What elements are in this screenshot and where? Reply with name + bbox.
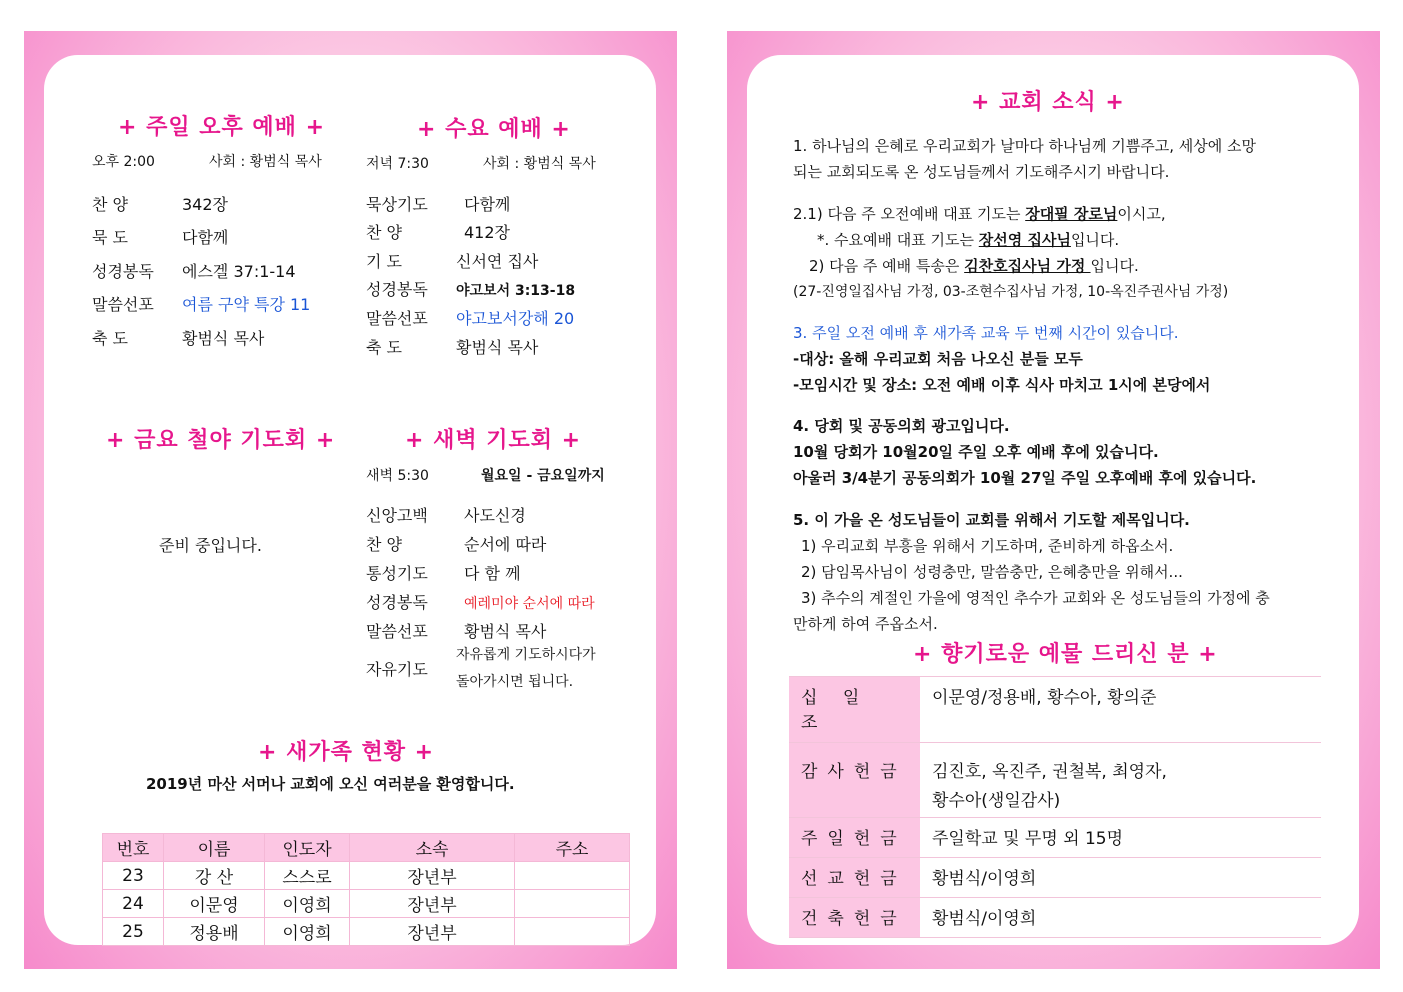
news-item-1: 1. 하나님의 은혜로 우리교회가 날마다 하나님께 기쁨주고, 세상에 소망	[793, 137, 1256, 155]
table-row: 십 일 조 이문영/정용배, 황수아, 황의준	[789, 677, 1321, 743]
dawn-days: 월요일 - 금요일까지	[481, 468, 605, 484]
news-item-5: 2) 담임목사님이 성령충만, 말씀충만, 은혜충만을 위해서...	[801, 563, 1183, 581]
news-item-2: (27-진영일집사님 가정, 03-조현수집사님 가정, 10-옥진주권사님 가정)	[793, 284, 1229, 300]
table-row: 선교헌금 황범식/이영희	[789, 858, 1321, 898]
dawn-row-label: 자유기도	[366, 660, 428, 679]
news-item-5: 만하게 하여 주옵소서.	[793, 615, 938, 633]
new-family-title: + 새가족 현황 +	[258, 740, 435, 765]
news-item-2: 2.1) 다음 주 오전예배 대표 기도는 장대필 장로님이시고,	[793, 205, 1166, 223]
sunday-pm-row: 묵 도 다함께	[92, 228, 229, 247]
news-item-2: *. 수요예배 대표 기도는 장선영 집사님입니다.	[817, 231, 1120, 249]
dawn-title: + 새벽 기도회 +	[405, 428, 582, 453]
table-row: 25 정용배 이영희 장년부	[103, 918, 630, 946]
table-header: 번호	[103, 834, 164, 862]
news-item-5: 5. 이 가을 온 성도님들이 교회를 위해서 기도할 제목입니다.	[793, 511, 1190, 529]
left-page-content	[44, 55, 656, 945]
table-row: 감사헌금 김진호, 옥진주, 권철복, 최영자, 황수아(생일감사)	[789, 743, 1321, 818]
wednesday-row: 묵상기도 다함께	[366, 195, 511, 214]
wednesday-title: + 수요 예배 +	[417, 117, 571, 142]
dawn-time: 새벽 5:30	[366, 468, 429, 484]
sunday-pm-row: 성경봉독 에스겔 37:1-14	[92, 262, 296, 281]
wednesday-leader: 사회 : 황범식 목사	[483, 156, 596, 172]
news-title: + 교회 소식 +	[971, 90, 1125, 115]
news-item-2: 2) 다음 주 예배 특송은 김찬호집사님 가정 입니다.	[809, 257, 1139, 275]
table-header: 인도자	[265, 834, 350, 862]
news-item-3: 3. 주일 오전 예배 후 새가족 교육 두 번째 시간이 있습니다.	[793, 324, 1179, 342]
table-row: 건축헌금 황범식/이영희	[789, 898, 1321, 938]
table-header: 소속	[350, 834, 515, 862]
dawn-row: 성경봉독 예레미야 순서에 따라	[366, 593, 595, 612]
right-page-content	[747, 55, 1359, 945]
table-row: 24 이문영 이영희 장년부	[103, 890, 630, 918]
sunday-pm-row: 축 도 황범식 목사	[92, 329, 265, 348]
dawn-row: 신앙고백 사도신경	[366, 506, 526, 525]
news-item-4: 10월 당회가 10월20일 주일 오후 예배 후에 있습니다.	[793, 443, 1159, 461]
friday-title: + 금요 철야 기도회 +	[106, 428, 336, 453]
new-family-table	[102, 833, 630, 946]
news-item-5: 1) 우리교회 부흥을 위해서 기도하며, 준비하게 하옵소서.	[801, 537, 1174, 555]
table-header: 주소	[515, 834, 630, 862]
dawn-row: 말씀선포 황범식 목사	[366, 622, 547, 641]
wednesday-row: 찬 양 412장	[366, 223, 510, 242]
right-page	[727, 31, 1380, 969]
left-page	[24, 31, 677, 969]
friday-text: 준비 중입니다.	[159, 536, 262, 555]
dawn-row: 찬 양 순서에 따라	[366, 535, 547, 554]
wednesday-row: 성경봉독 야고보서 3:13-18	[366, 280, 576, 299]
wednesday-time: 저녁 7:30	[366, 156, 429, 172]
table-row: 23 강 산 스스로 장년부	[103, 862, 630, 890]
dawn-row-value: 자유롭게 기도하시다가	[456, 647, 596, 663]
offering-title: + 향기로운 예물 드리신 분 +	[913, 642, 1218, 667]
news-item-4: 4. 당회 및 공동의회 광고입니다.	[793, 417, 1010, 435]
table-header: 이름	[164, 834, 265, 862]
wednesday-row: 말씀선포 야고보서강해 20	[366, 309, 575, 328]
sunday-pm-time: 오후 2:00	[92, 154, 155, 170]
dawn-row-value: 돌아가시면 됩니다.	[456, 674, 574, 690]
table-row: 주일헌금 주일학교 및 무명 외 15명	[789, 818, 1321, 858]
news-item-3: -모임시간 및 장소: 오전 예배 이후 식사 마치고 1시에 본당에서	[793, 376, 1211, 394]
wednesday-row: 축 도 황범식 목사	[366, 338, 539, 357]
sunday-pm-leader: 사회 : 황범식 목사	[209, 154, 322, 170]
new-family-subtitle: 2019년 마산 서머나 교회에 오신 여러분을 환영합니다.	[146, 775, 515, 793]
offering-table	[789, 676, 1321, 938]
sunday-pm-title: + 주일 오후 예배 +	[118, 115, 326, 140]
news-item-5: 3) 추수의 계절인 가을에 영적인 추수가 교회와 온 성도님들의 가정에 충	[801, 589, 1270, 607]
news-item-4: 아울러 3/4분기 공동의회가 10월 27일 주일 오후예배 후에 있습니다.	[793, 469, 1257, 487]
dawn-row: 통성기도 다 함 께	[366, 564, 521, 583]
table-header-row	[103, 834, 630, 862]
sunday-pm-row: 찬 양 342장	[92, 195, 228, 214]
news-item-1: 되는 교회되도록 온 성도님들께서 기도해주시기 바랍니다.	[793, 163, 1170, 181]
sunday-pm-row: 말씀선포 여름 구약 특강 11	[92, 295, 311, 314]
news-item-3: -대상: 올해 우리교회 처음 나오신 분들 모두	[793, 350, 1083, 368]
wednesday-row: 기 도 신서연 집사	[366, 252, 539, 271]
